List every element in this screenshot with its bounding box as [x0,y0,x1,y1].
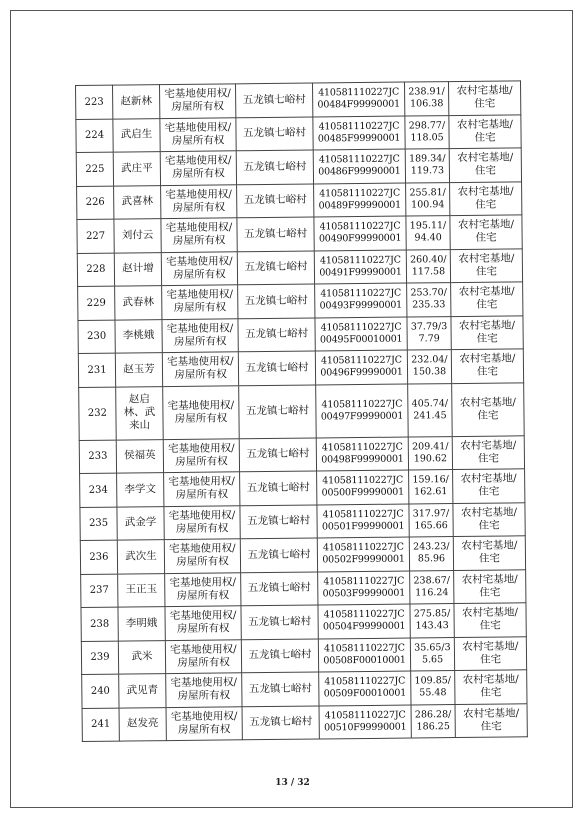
cell-unit-code: 410581110227JC 00491F99990001 [314,250,406,284]
cell-owner-name: 武庄平 [113,152,160,186]
table-row [77,215,522,253]
cell-owner-name: 武春林 [115,286,162,320]
cell-land-use: 农村宅基地/ 住宅 [454,569,526,603]
table-row [80,469,525,507]
cell-location: 五龙镇七峪村 [242,672,319,706]
table-row [81,603,526,641]
cell-location: 五龙镇七峪村 [238,284,315,318]
cell-right-type: 宅基地使用权/ 房屋所有权 [165,606,241,640]
table-row [77,248,522,286]
cell-owner-name: 侯福英 [116,439,163,473]
cell-area: 159.16/ 162.61 [409,470,453,504]
cell-location: 五龙镇七峪村 [238,318,315,352]
cell-land-use: 农村宅基地/ 住宅 [455,703,527,737]
cell-owner-name: 赵玉芳 [115,353,162,387]
cell-location: 五龙镇七峪村 [241,571,318,605]
cell-area: 286.28/ 186.25 [411,704,455,738]
table-row [80,502,525,540]
cell-location: 五龙镇七峪村 [240,538,317,572]
cell-location: 五龙镇七峪村 [235,83,312,117]
table-row [82,670,527,708]
table-row [79,435,524,473]
cell-area: 298.77/ 118.05 [405,115,449,149]
cell-location: 五龙镇七峪村 [240,504,317,538]
cell-area: 243.23/ 85.96 [409,537,453,571]
cell-right-type: 宅基地使用权/ 房屋所有权 [163,438,239,472]
cell-row-number: 228 [77,253,114,287]
cell-land-use: 农村宅基地/ 住宅 [453,536,525,570]
cell-area: 405.74/ 241.45 [408,383,453,436]
cell-land-use: 农村宅基地/ 住宅 [453,502,525,536]
table-row [82,703,527,741]
cell-right-type: 宅基地使用权/ 房屋所有权 [164,472,240,506]
cell-area: 232.04/ 150.38 [407,350,451,384]
cell-row-number: 237 [81,574,118,608]
cell-land-use: 农村宅基地/ 住宅 [454,603,526,637]
cell-unit-code: 410581110227JC 00489F99990001 [314,183,406,217]
table-body [76,81,528,742]
cell-right-type: 宅基地使用权/ 房屋所有权 [166,706,242,740]
cell-right-type: 宅基地使用权/ 房屋所有权 [165,572,241,606]
cell-row-number: 224 [76,119,113,153]
table-row [80,536,525,574]
cell-row-number: 232 [79,387,117,440]
cell-row-number: 235 [80,507,117,541]
table-row [78,282,523,320]
cell-right-type: 宅基地使用权/ 房屋所有权 [160,84,236,118]
cell-row-number: 233 [79,440,116,474]
cell-location: 五龙镇七峪村 [241,605,318,639]
cell-land-use: 农村宅基地/ 住宅 [452,435,524,469]
cell-row-number: 236 [80,540,117,574]
cell-unit-code: 410581110227JC 00508F00010001 [318,638,410,672]
cell-area: 109.85/ 55.48 [411,671,455,705]
cell-location: 五龙镇七峪村 [241,638,318,672]
cell-row-number: 229 [78,286,115,320]
cell-unit-code: 410581110227JC 00509F00010001 [319,671,411,705]
cell-row-number: 231 [78,353,115,387]
cell-row-number: 238 [81,607,118,641]
cell-right-type: 宅基地使用权/ 房屋所有权 [165,639,241,673]
cell-owner-name: 武喜林 [114,185,161,219]
cell-right-type: 宅基地使用权/ 房屋所有权 [160,151,236,185]
cell-unit-code: 410581110227JC 00501F99990001 [317,504,409,538]
cell-location: 五龙镇七峪村 [237,184,314,218]
cell-owner-name: 李学文 [117,473,164,507]
table-row [78,315,523,353]
cell-land-use: 农村宅基地/ 住宅 [451,349,523,383]
cell-area: 317.97/ 165.66 [409,503,453,537]
table-row [79,382,525,440]
cell-owner-name: 赵计增 [114,252,161,286]
cell-owner-name: 武金学 [117,506,164,540]
cell-unit-code: 410581110227JC 00490F99990001 [314,216,406,250]
cell-land-use: 农村宅基地/ 住宅 [451,315,523,349]
cell-location: 五龙镇七峪村 [236,150,313,184]
cell-area: 195.11/ 94.40 [406,216,450,250]
cell-unit-code: 410581110227JC 00496F99990001 [315,350,407,384]
cell-row-number: 230 [78,320,115,354]
cell-row-number: 226 [77,186,114,220]
cell-owner-name: 武启生 [113,118,160,152]
cell-row-number: 227 [77,219,114,253]
table-row [81,569,526,607]
cell-unit-code: 410581110227JC 00486F99990001 [313,149,405,183]
cell-location: 五龙镇七峪村 [237,251,314,285]
cell-area: 253.70/ 235.33 [407,283,451,317]
table-row [76,114,521,152]
cell-unit-code: 410581110227JC 00498F99990001 [316,437,408,471]
cell-area: 275.85/ 143.43 [410,604,454,638]
cell-land-use: 农村宅基地/ 住宅 [448,81,520,115]
cell-owner-name: 赵启 林、武 来山 [116,386,164,439]
cell-unit-code: 410581110227JC 00484F99990001 [312,82,404,116]
cell-row-number: 241 [82,708,119,742]
cell-unit-code: 410581110227JC 00493F99990001 [315,283,407,317]
cell-unit-code: 410581110227JC 00500F99990001 [317,470,409,504]
table-row [78,349,523,387]
cell-right-type: 宅基地使用权/ 房屋所有权 [161,184,237,218]
cell-land-use: 农村宅基地/ 住宅 [453,469,525,503]
table-row [77,181,522,219]
cell-right-type: 宅基地使用权/ 房屋所有权 [162,352,238,386]
cell-row-number: 240 [82,674,119,708]
cell-unit-code: 410581110227JC 00504F99990001 [318,604,410,638]
cell-unit-code: 410581110227JC 00503F99990001 [318,571,410,605]
cell-location: 五龙镇七峪村 [242,705,319,739]
cell-right-type: 宅基地使用权/ 房屋所有权 [160,117,236,151]
cell-area: 37.79/3 7.79 [407,316,451,350]
cell-right-type: 宅基地使用权/ 房屋所有权 [162,318,238,352]
cell-owner-name: 赵发亮 [119,707,166,741]
cell-unit-code: 410581110227JC 00510F99990001 [319,705,411,739]
table-row [76,81,521,119]
cell-unit-code: 410581110227JC 00485F99990001 [313,116,405,150]
cell-owner-name: 李明娥 [118,607,165,641]
cell-owner-name: 王正玉 [118,573,165,607]
cell-area: 238.67/ 116.24 [410,570,454,604]
cell-location: 五龙镇七峪村 [238,351,315,385]
cell-owner-name: 武见青 [119,674,166,708]
cell-owner-name: 李桃娥 [115,319,162,353]
cell-owner-name: 刘付云 [114,219,161,253]
register-table [75,80,528,742]
cell-land-use: 农村宅基地/ 住宅 [450,181,522,215]
cell-area: 35.65/3 5.65 [410,637,454,671]
cell-area: 260.40/ 117.58 [406,249,450,283]
cell-area: 238.91/ 106.38 [404,82,448,116]
cell-location: 五龙镇七峪村 [237,217,314,251]
cell-owner-name: 赵新林 [113,85,160,119]
cell-row-number: 223 [76,85,113,119]
cell-unit-code: 410581110227JC 00497F99990001 [316,384,409,438]
cell-right-type: 宅基地使用权/ 房屋所有权 [162,285,238,319]
cell-right-type: 宅基地使用权/ 房屋所有权 [161,218,237,252]
register-table-wrap [75,80,527,742]
cell-location: 五龙镇七峪村 [239,437,316,471]
cell-right-type: 宅基地使用权/ 房屋所有权 [161,251,237,285]
cell-area: 189.34/ 119.73 [405,149,449,183]
table-row [81,636,526,674]
cell-unit-code: 410581110227JC 00495F00010001 [315,317,407,351]
cell-land-use: 农村宅基地/ 住宅 [450,248,522,282]
cell-location: 五龙镇七峪村 [236,117,313,151]
cell-owner-name: 武次生 [117,540,164,574]
cell-area: 255.81/ 100.94 [406,182,450,216]
cell-land-use: 农村宅基地/ 住宅 [454,636,526,670]
cell-location: 五龙镇七峪村 [240,471,317,505]
cell-land-use: 农村宅基地/ 住宅 [450,215,522,249]
cell-owner-name: 武米 [118,640,165,674]
cell-location: 五龙镇七峪村 [239,384,317,438]
cell-right-type: 宅基地使用权/ 房屋所有权 [164,505,240,539]
cell-right-type: 宅基地使用权/ 房屋所有权 [163,385,240,439]
cell-land-use: 农村宅基地/ 住宅 [451,282,523,316]
cell-area: 209.41/ 190.62 [408,436,452,470]
cell-right-type: 宅基地使用权/ 房屋所有权 [164,539,240,573]
page-number: 13 / 32 [275,778,310,788]
cell-row-number: 234 [80,473,117,507]
cell-land-use: 农村宅基地/ 住宅 [455,670,527,704]
cell-row-number: 239 [81,641,118,675]
cell-land-use: 农村宅基地/ 住宅 [449,148,521,182]
cell-right-type: 宅基地使用权/ 房屋所有权 [166,673,242,707]
cell-land-use: 农村宅基地/ 住宅 [452,382,525,436]
table-row [76,148,521,186]
cell-row-number: 225 [76,152,113,186]
cell-land-use: 农村宅基地/ 住宅 [449,114,521,148]
cell-unit-code: 410581110227JC 00502F99990001 [317,537,409,571]
